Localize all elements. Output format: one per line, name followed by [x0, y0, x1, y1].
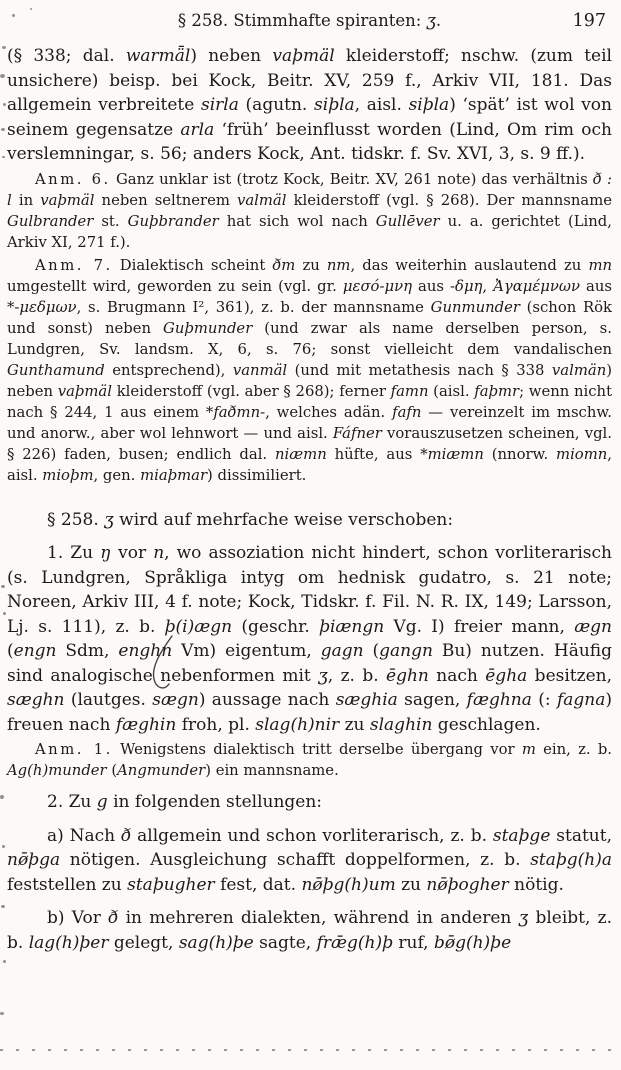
paragraph-7: 2. Zu g in folgenden stellungen:	[47, 792, 323, 812]
paragraph-3: Anm. 7. Dialektisch scheint ðm zu nm, das weiterhin auslautend zu mn umgestellt wird, geworden zu sein (vgl. gr. μεσό-μνη aus -δμη, Ἀγαμέμνων aus *-μεδμων, s. Brugmann I², 361), z. b. der mannsname Gunmunder (schon Rök und sonst) neben Guþmunder (und zwar als name derselben person, s. Lundgren, Sv. landsm. X, 6, s. 76; sonst vielleicht dem vandalischen Gunthamund entsprechend), vanmäl (und mit metathesis nach § 338 valmän) neben vaþmäl kleiderstoff (vgl. aber § 268); ferner famn (aisl. faþmr; wenn nicht nach § 244, 1 aus einem *faðmn-, welches adän. fafn — vereinzelt im mschw. und anorw., aber wol lehnwort — und aisl. Fáfner vorauszusetzen scheinen, vgl. § 226) faden, busen; endlich dal. niæmn hüfte, aus *miæmn (nnorw. miomn, aisl. mioþm, gen. miaþmar) dissimiliert.	[7, 256, 613, 484]
paragraph-2: Anm. 6. Ganz unklar ist (trotz Kock, Beitr. XV, 261 note) das verhältnis ð : l in vaþmäl neben seltnerem valmäl kleiderstoff (vgl. § 268). Der mannsname Gulbrander st. Guþbrander hat sich wol nach Gullēver u. a. gerichtet (Lind, Arkiv XI, 271 f.).	[7, 170, 612, 251]
paragraph-5: 1. Zu ŋ vor n, wo assoziation nicht hindert, schon vorliterarisch (s. Lundgren, Språkliga intyg om hednisk gudatro, s. 21 note; Noreen, Arkiv III, 4 f. note; Kock, Tidskr. f. Fil. N. R. IX, 149; Larsson, Lj. s. 111), z. b. þ(i)ægn (geschr. þiængn Vg. I) freier mann, ægn (engn Sdm, enghn Vm) eigentum, gagn (gangn Bu) nutzen. Häufig sind analogische nebenformen mit ʒ, z. b. ēghn nach ēgha besitzen, sæghn (lautges. sægn) aussage nach sæghia sagen, fæghna (: fagna) freuen nach fæghin froh, pl. slag(h)nir zu slaghin geschlagen.	[7, 543, 612, 735]
paragraph-8: a) Nach ð allgemein und schon vorliterarisch, z. b. staþge statut, nø̄þga nötigen. Ausgleichung schafft doppelformen, z. b. staþg(h)a feststellen zu staþugher fest, dat. nø̄þg(h)um zu nø̄þogher nötig.	[7, 825, 612, 895]
paragraph-9: b) Vor ð in mehreren dialekten, während in anderen ʒ bleibt, z. b. lag(h)þer gelegt, sag(h)þe sagte, frǣg(h)þ ruf, bø̄g(h)þe	[7, 908, 613, 953]
text-block	[7, 44, 612, 955]
paragraph-4: § 258. ʒ wird auf mehrfache weise verschoben:	[47, 509, 454, 530]
page-number: 197	[572, 11, 606, 31]
running-head	[7, 10, 612, 32]
page-edge-artifact	[0, 1049, 621, 1051]
paragraph-1: (§ 338; dal. warmǟl) neben vaþmäl kleiderstoff; nschw. (zum teil unsichere) beisp. bei Kock, Beitr. XV, 259 f., Arkiv VII, 181. Das allgemein verbreitete sirla (agutn. siþla, aisl. siþla) ‘spät’ ist wol von seinem gegensatze arla ‘früh’ beeinflusst worden (Lind, Om rim och verslemningar, s. 56; anders Kock, Ant. tidskr. f. Sv. XVI, 3, s. 9 ff.).	[7, 46, 613, 164]
paragraph-6: Anm. 1. Wenigstens dialektisch tritt derselbe übergang vor m ein, z. b. Ag(h)munder (Angmunder) ein mannsname.	[7, 741, 612, 779]
section-running-title: § 258. Stimmhafte spiranten: ʒ.	[177, 11, 442, 30]
